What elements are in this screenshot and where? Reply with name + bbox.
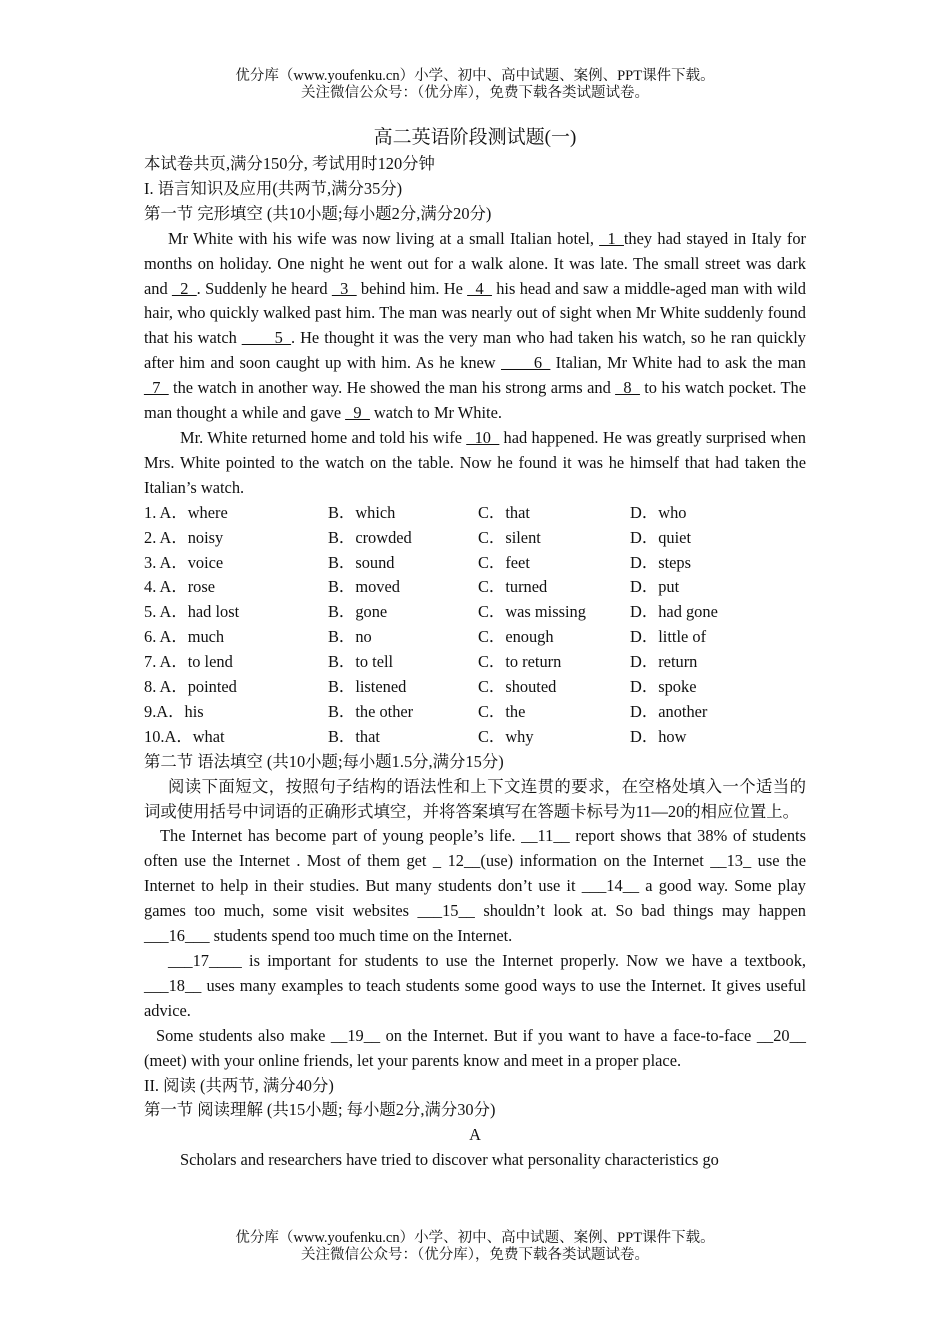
footer-line-1: 优分库（www.youfenku.cn）小学、初中、高中试题、案例、PPT课件下载。 <box>235 1230 715 1246</box>
cloze-paragraph-2: Mr. White returned home and told his wife _10_ had happened. He was greatly surprised when Mrs. White pointed to the watch on the table. Now he found it was he himself that had taken the Italian’s watch. <box>144 427 806 497</box>
option-row: 5. A．had lost B．gone C．was missing D．had gone <box>144 602 718 622</box>
blank-9: _9_ <box>345 403 370 423</box>
blank-7: _7_ <box>144 378 169 398</box>
options-list <box>144 501 806 750</box>
grammar-paragraph-3: Some students also make __19__ on the Internet. But if you want to have a face-to-face __20__ (meet) with your online friends, let your parents know and meet in a proper place. <box>144 1025 806 1070</box>
section-2-heading: 第二节 语法填空 (共10小题;每小题1.5分,满分15分) <box>144 751 504 771</box>
blank-1: _1_ <box>599 228 624 248</box>
exam-content <box>144 124 806 1173</box>
passage-first-line: Scholars and researchers have tried to discover what personality characteristics go <box>180 1150 719 1170</box>
option-row: 9.A．his B．the other C．the D．another <box>144 701 708 721</box>
option-row: 8. A．pointed B．listened C．shouted D．spoke <box>144 677 697 697</box>
exam-info: 本试卷共页,满分150分, 考试用时120分钟 <box>144 154 435 173</box>
section-1-heading: 第一节 完形填空 (共10小题;每小题2分,满分20分) <box>144 203 492 223</box>
page-footer <box>0 1230 950 1264</box>
grammar-instructions: 阅读下面短文，按照句子结构的语法性和上下文连贯的要求，在空格处填入一个适当的词或使用括号中词语的正确形式填空，并将答案填写在答题卡标号为11—20的相应位置上。 <box>144 776 806 821</box>
option-row: 3. A．voice B．sound C．feet D．steps <box>144 552 692 572</box>
blank-10: _10_ <box>466 427 500 447</box>
footer-line-2: 关注微信公众号：（优分库），免费下载各类试题试卷。 <box>301 1247 649 1263</box>
blank-8: _8_ <box>615 378 640 398</box>
option-row: 1. A．where B．which C．that D．who <box>144 502 687 522</box>
option-row: 4. A．rose B．moved C．turned D．put <box>144 577 680 597</box>
cloze-paragraph-1: Mr White with his wife was now living at a small Italian hotel, _1_they had stayed in Italy for months on holiday. One night he went out for a walk alone. It was late. The small street was dark and _2_. Suddenly he heard _3_ behind him. He _4_ his head and saw a middle-aged man with wild hair, who quickly walked past him. The man was nearly out of sight when Mr White suddenly found that his watch ____5_. He thought it was the very man who had taken his watch, so he ran quickly after him and soon caught up with him. As he knew ____6_ Italian, Mr White had to ask the man _7_ the watch in another way. He showed the man his strong arms and _8_ to his watch pocket. The man thought a while and gave _9_ watch to Mr White. <box>144 228 806 423</box>
part-2-heading: II. 阅读 (共两节, 满分40分) <box>144 1075 334 1095</box>
part-1-heading: I. 语言知识及应用(共两节,满分35分) <box>144 178 403 198</box>
option-row: 6. A．much B．no C．enough D．little of <box>144 627 707 647</box>
blank-5: ____5_ <box>241 328 291 348</box>
reading-section-1-heading: 第一节 阅读理解 (共15小题; 每小题2分,满分30分) <box>144 1100 496 1120</box>
grammar-paragraph-2: ___17____ is important for students to use the Internet properly. Now we have a textbook, ___18__ uses many examples to teach students some good ways to use the Internet. It gives useful advice. <box>144 951 806 1020</box>
passage-label: A <box>469 1125 481 1145</box>
exam-title: 高二英语阶段测试题(一) <box>373 127 577 148</box>
blank-6: ____6_ <box>501 353 551 373</box>
option-row: 10.A．what B．that C．why D．how <box>144 726 687 746</box>
header-line-2: 关注微信公众号：（优分库），免费下载各类试题试卷。 <box>301 85 649 101</box>
option-row: 2. A．noisy B．crowded C．silent D．quiet <box>144 527 692 547</box>
grammar-paragraph-1: The Internet has become part of young people’s life. __11__ report shows that 38% of students often use the Internet . Most of them get _ 12__(use) information on the Internet __13_ use the Internet to help in their studies. But many students don’t use it ___14__ a good way. Some play games too much, some visit websites ___15__ shouldn’t look at. So bad things may happen ___16___ students spend too much time on the Internet. <box>144 826 806 946</box>
blank-4: _4_ <box>467 278 492 298</box>
header-line-1: 优分库（www.youfenku.cn）小学、初中、高中试题、案例、PPT课件下载。 <box>235 68 715 84</box>
option-row: 7. A．to lend B．to tell C．to return D．return <box>144 652 698 672</box>
blank-2: _2_ <box>172 278 197 298</box>
page-header <box>0 68 950 102</box>
blank-3: _3_ <box>331 278 357 298</box>
